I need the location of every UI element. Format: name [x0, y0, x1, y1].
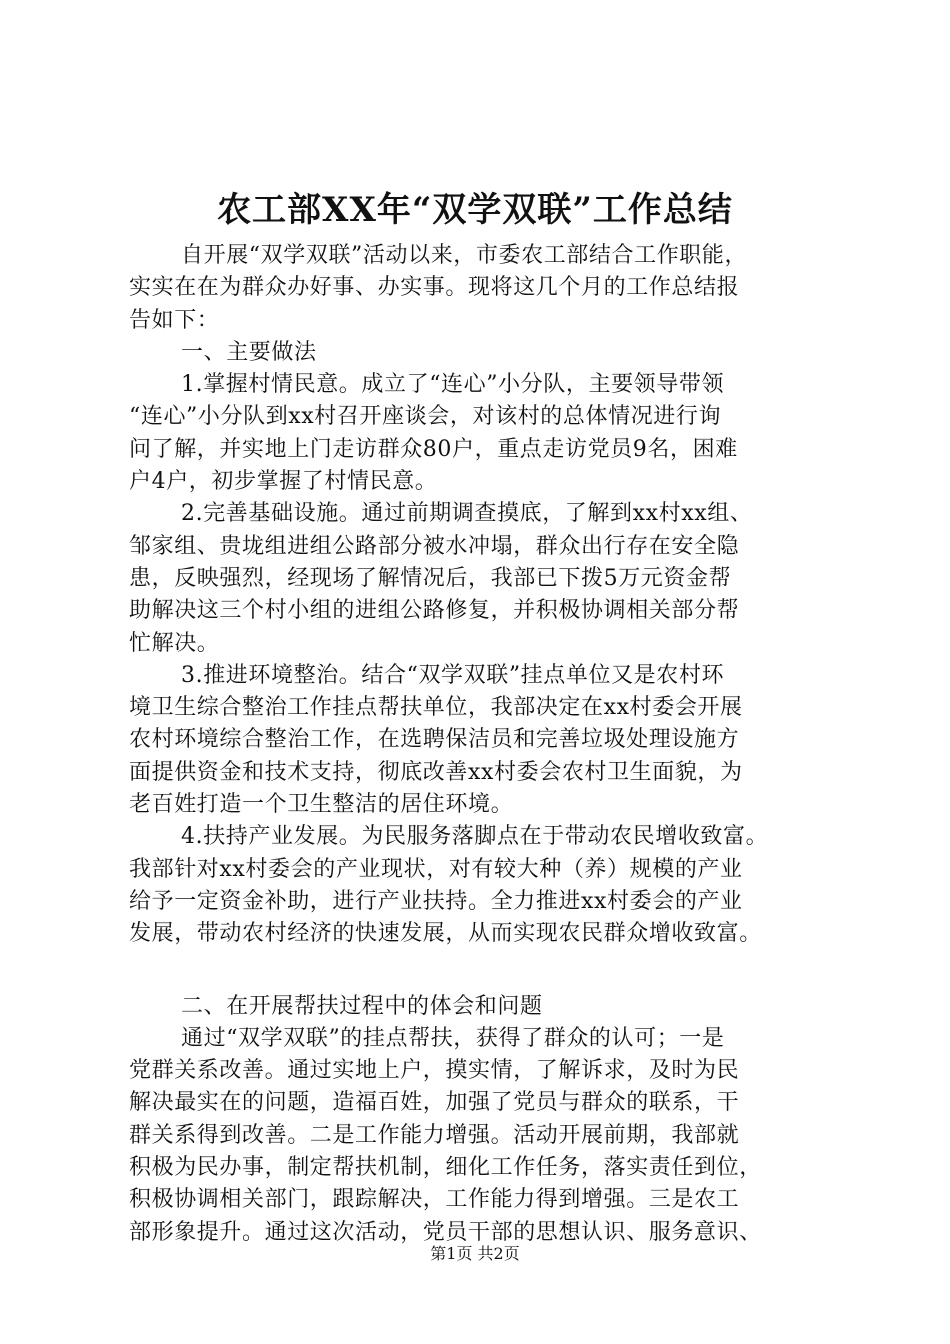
text-line: 告如下：	[129, 307, 220, 333]
text-line: 1.掌握村情民意。成立了“连心”小分队，主要领导带领	[181, 372, 725, 398]
text-line: 忙解决。	[129, 630, 220, 656]
text-line: 自开展“双学双联”活动以来，市委农工部结合工作职能，	[181, 243, 748, 268]
text-line: 农村环境综合整治工作，在选聘保洁员和完善垃圾处理设施方	[129, 727, 740, 753]
text-line: 解决最实在的问题，造福百姓，加强了党员与群众的联系，干	[129, 1090, 740, 1116]
text-line: 通过“双学双联”的挂点帮扶，获得了群众的认可；一是	[181, 1025, 725, 1051]
text-line: 户4户，初步掌握了村情民意。	[129, 469, 438, 495]
text-line: 给予一定资金补助，进行产业扶持。全力推进xx村委会的产业	[129, 888, 743, 914]
text-line: 部形象提升。通过这次活动，党员干部的思想认识、服务意识、	[129, 1219, 762, 1245]
text-line: 2.完善基础设施。通过前期调查摸底，了解到xx村xx组、	[181, 501, 753, 527]
blank-line	[129, 951, 849, 991]
text-line: 积极协调相关部门，跟踪解决，工作能力得到增强。三是农工	[129, 1187, 740, 1213]
text-line: 患，反映强烈，经现场了解情况后，我部已下拨5万元资金帮	[129, 565, 732, 591]
text-line: 4.扶持产业发展。为民服务落脚点在于带动农民增收致富。	[181, 824, 769, 850]
text-line: 党群关系改善。通过实地上户，摸实情，了解诉求，及时为民	[129, 1058, 740, 1084]
text-line: 群关系得到改善。二是工作能力增强。活动开展前期，我部就	[129, 1122, 740, 1148]
text-line: 老百姓打造一个卫生整洁的居住环境。	[129, 792, 514, 818]
text-line: 问了解，并实地上门走访群众80户，重点走访党员9名，困难	[129, 436, 738, 462]
text-line: 境卫生综合整治工作挂点帮扶单位，我部决定在xx村委会开展	[129, 695, 743, 721]
text-line: 3.推进环境整治。结合“双学双联”挂点单位又是农村环	[181, 662, 725, 688]
text-line: 积极为民办事，制定帮扶机制，细化工作任务，落实责任到位，	[129, 1155, 762, 1181]
text-line: 邹家组、贵垅组进组公路部分被水冲塌，群众出行存在安全隐	[129, 533, 740, 559]
text-line: “连心”小分队到xx村召开座谈会，对该村的总体情况进行询	[129, 404, 722, 430]
text-line: 面提供资金和技术支持，彻底改善xx村委会农村卫生面貌，为	[129, 759, 743, 785]
text-line: 我部针对xx村委会的产业现状，对有较大种（养）规模的产业	[129, 856, 743, 882]
page-footer: 第1页 共2页	[430, 1244, 520, 1263]
document-title: 农工部XX年“双学双联”工作总结	[217, 190, 733, 230]
text-line: 实实在在为群众办好事、办实事。现将这几个月的工作总结报	[129, 275, 740, 301]
text-line: 发展，带动农村经济的快速发展，从而实现农民群众增收致富。	[129, 921, 762, 947]
section-heading: 二、在开展帮扶过程中的体会和问题	[181, 993, 543, 1019]
text-line: 助解决这三个村小组的进组公路修复，并积极协调相关部分帮	[129, 598, 740, 624]
section-heading: 一、主要做法	[181, 339, 317, 365]
document-body	[129, 240, 849, 1249]
